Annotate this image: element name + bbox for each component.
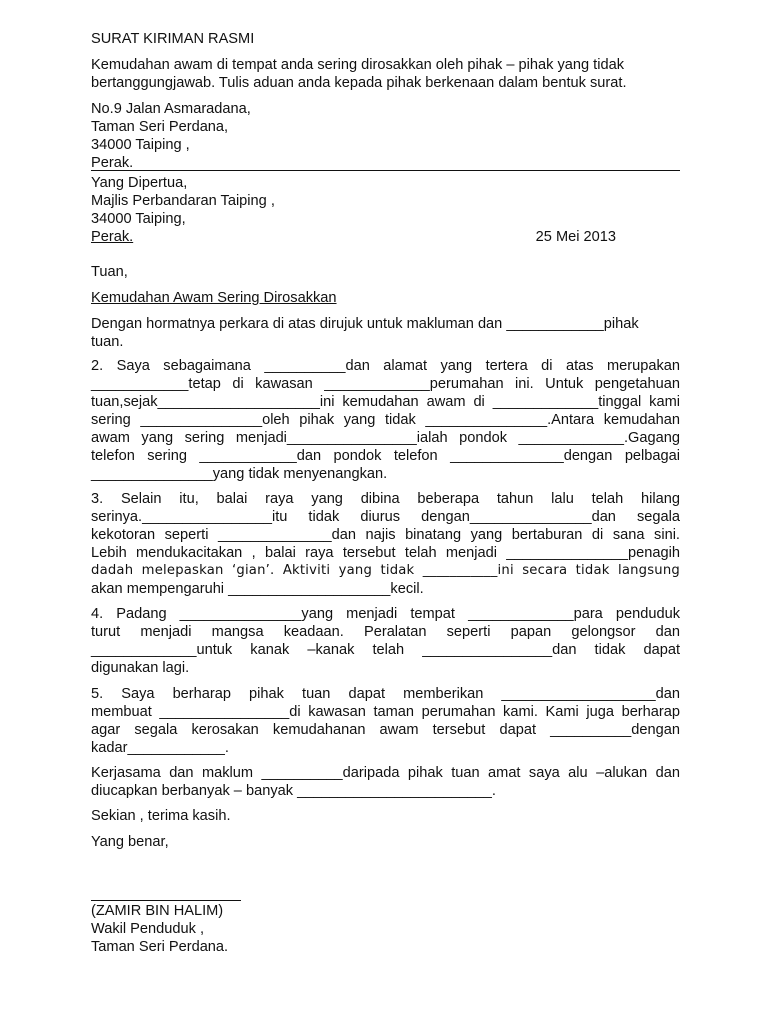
paragraph-2-line: ____________tetap di kawasan _____________perumahan ini. Untuk pengetahuan	[91, 376, 680, 392]
paragraph-3-line: 3. Selain itu, balai raya yang dibina beberapa tahun lalu telah hilang	[91, 491, 680, 507]
paragraph-5-line: membuat ________________di kawasan taman perumahan kami. Kami juga berharap	[91, 704, 680, 720]
paragraph-2-line: sering _______________oleh pihak yang tidak _______________.Antara kemudahan	[91, 412, 680, 428]
prompt-line-2: bertanggungjawab. Tulis aduan anda kepada pihak berkenaan dalam bentuk surat.	[91, 75, 627, 91]
signature-line	[91, 900, 241, 901]
paragraph-4-line: digunakan lagi.	[91, 660, 190, 676]
recipient-address-line: 34000 Taiping,	[91, 211, 186, 227]
paragraph-3-line: akan mempengaruhi ____________________kecil.	[91, 581, 424, 597]
address-divider	[91, 170, 680, 171]
signatory-place: Taman Seri Perdana.	[91, 939, 229, 955]
letter-date: 25 Mei 2013	[535, 229, 616, 245]
recipient-address-line: Perak.	[91, 229, 134, 245]
sender-address-line: Perak.	[91, 155, 134, 171]
paragraph-6-line: diucapkan berbanyak – banyak ________________________.	[91, 783, 496, 799]
closing-yours: Yang benar,	[91, 834, 169, 850]
paragraph-3-line: kekotoran seperti ______________dan najis binatang yang bertaburan di sana sini.	[91, 527, 680, 543]
closing-thanks: Sekian , terima kasih.	[91, 808, 231, 824]
paragraph-2-line: awam yang sering menjadi________________ialah pondok _____________.Gagang	[91, 430, 680, 446]
sender-address-line: Taman Seri Perdana,	[91, 119, 229, 135]
paragraph-5-line: kadar____________.	[91, 740, 229, 756]
paragraph-2-line: _______________yang tidak menyenangkan.	[91, 466, 388, 482]
letter-heading: SURAT KIRIMAN RASMI	[91, 31, 255, 47]
paragraph-2-line: 2. Saya sebagaimana __________dan alamat yang tertera di atas merupakan	[91, 358, 680, 374]
subject-line: Kemudahan Awam Sering Dirosakkan	[91, 290, 337, 306]
paragraph-5-line: 5. Saya berharap pihak tuan dapat memberikan ___________________dan	[91, 686, 680, 702]
salutation: Tuan,	[91, 264, 128, 280]
paragraph-5-line: agar segala kerosakan kemudahanan awam tersebut dapat __________dengan	[91, 722, 680, 738]
signatory-name: (ZAMIR BIN HALIM)	[91, 903, 224, 919]
paragraph-4-line: 4. Padang _______________yang menjadi tempat _____________para penduduk	[91, 606, 680, 622]
paragraph-1-line: Dengan hormatnya perkara di atas dirujuk untuk makluman dan ____________pihak	[91, 316, 639, 332]
recipient-address-line: Yang Dipertua,	[91, 175, 188, 191]
paragraph-3-line: Lebih mendukacitakan , balai raya tersebut telah menjadi _______________penagih	[91, 545, 680, 561]
paragraph-6-line: Kerjasama dan maklum __________daripada pihak tuan amat saya alu –alukan dan	[91, 765, 680, 781]
recipient-address-line: Majlis Perbandaran Taiping ,	[91, 193, 275, 209]
sender-address-line: No.9 Jalan Asmaradana,	[91, 101, 251, 117]
prompt-line-1: Kemudahan awam di tempat anda sering dirosakkan oleh pihak – pihak yang tidak	[91, 57, 625, 73]
paragraph-4-line: turut menjadi mangsa keadaan. Peralatan seperti papan gelongsor dan	[91, 624, 680, 640]
sender-address-line: 34000 Taiping ,	[91, 137, 190, 153]
paragraph-2-line: tuan,sejak____________________ini kemudahan awam di _____________tinggal kami	[91, 394, 680, 410]
paragraph-2-line: telefon sering ____________dan pondok telefon ______________dengan pelbagai	[91, 448, 680, 464]
paragraph-3-line: serinya.________________itu tidak diurus dengan_______________dan segala	[91, 509, 680, 525]
signatory-title: Wakil Penduduk ,	[91, 921, 205, 937]
paragraph-1-line: tuan.	[91, 334, 124, 350]
paragraph-3-line: dadah melepaskan ‘gian’. Aktiviti yang tidak ___________ini secara tidak langsung	[91, 563, 680, 578]
paragraph-4-line: _____________untuk kanak –kanak telah ________________dan tidak dapat	[91, 642, 680, 658]
